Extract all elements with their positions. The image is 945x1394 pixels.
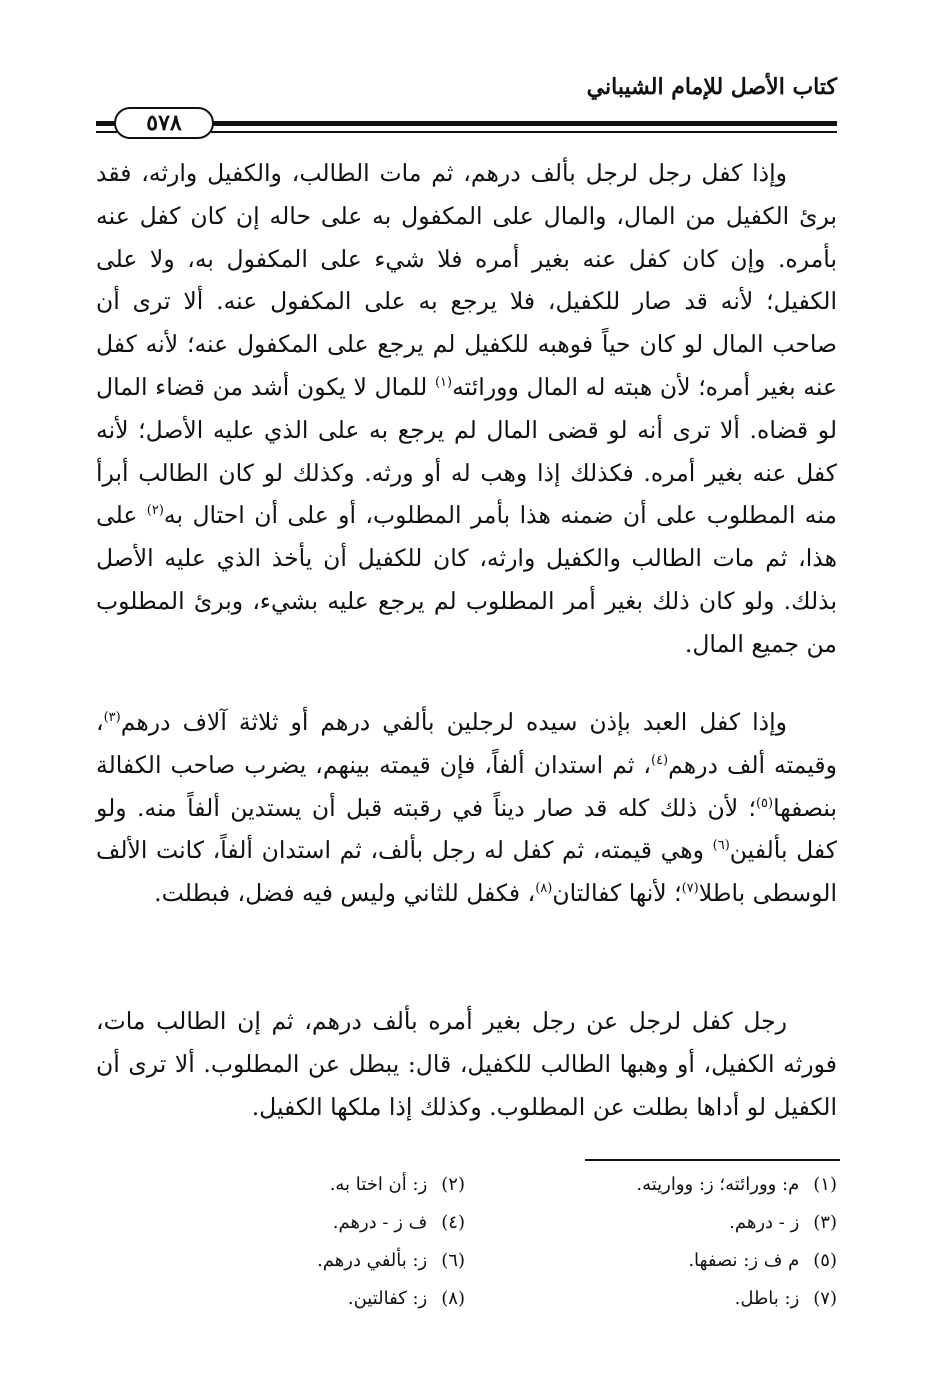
text-run: وهي قيمته، ثم كفل له رجل بألف، ثم استدان ألفاً، كانت الألف الوسطى باطلا: [96, 836, 837, 908]
footnote: [735, 1288, 837, 1309]
footnote-text: ز: كفالتين.: [347, 1288, 428, 1309]
footnote: [317, 1250, 465, 1271]
footnote-text: ز - درهم.: [729, 1212, 800, 1233]
text-run: للمال لا يكون أشد من قضاء المال لو قضاه. ألا ترى أنه لو قضى المال لم يرجع به على الذي عليه الأصل؛ لأنه كفل عنه بغير أمره. فكذلك إذا وهب له أو ورثه. وكذلك لو كان الطالب أبرأ منه المطلوب على أن ضمنه هذا بأمر المطلوب، أو على أن احتال به: [96, 372, 838, 530]
footnote-number: (٣): [813, 1212, 837, 1233]
footnote: [348, 1288, 465, 1309]
footnote-number: (٨): [441, 1288, 465, 1309]
footnote-reference: (٢): [146, 503, 164, 519]
footnote: [333, 1212, 465, 1233]
text-run: ، وقيمته ألف درهم: [96, 708, 837, 779]
text-run: وإذا كفل رجل لرجل بألف درهم، ثم مات الطالب، والكفيل وارثه، فقد برئ الكفيل من المال، والمال على المكفول به على حاله إن كان كفل عنه بأمره. وإن كان كفل عنه بغير أمره فلا شيء على المكفول به، ولا على الكفيل؛ لأنه قد صار للكفيل، فلا يرجع به على المكفول عنه. ألا ترى أن صاحب المال لو كان حياً فوهبه للكفيل لم يرجع على المكفول عنه؛ لأنه كفل عنه بغير أمره؛ لأن هبته له المال وورائته: [96, 159, 837, 401]
footnote-text: ز: باطل.: [734, 1288, 800, 1309]
footnote: [330, 1174, 465, 1195]
body-paragraph: [96, 152, 837, 666]
text-run: ، فكفل للثاني وليس فيه فضل، فبطلت.: [154, 879, 536, 908]
text-run: على هذا، ثم مات الطالب والكفيل وارثه، كان للكفيل أن يأخذ الذي عليه الأصل بذلك. ولو كان ذلك بغير أمر المطلوب لم يرجع عليه بشيء، وبرئ المطلوب من جميع المال.: [96, 501, 837, 658]
text-run: ، ثم استدان ألفاً، فإن قيمته بينهم، يضرب صاحب الكفالة بنصفها: [96, 750, 837, 822]
text-run: ؛ لأن ذلك كله قد صار ديناً في رقبته قبل أن يستدين ألفاً منه. ولو كفل بألفين: [96, 793, 837, 865]
footnote: [729, 1212, 837, 1233]
footnote-reference: (٤): [650, 752, 669, 768]
paragraph-text: [96, 701, 837, 915]
page-number: ٥٧٨: [114, 107, 214, 139]
body-paragraph: [96, 701, 837, 915]
footnote-number: (١): [813, 1174, 837, 1195]
footnote-number: (٤): [441, 1212, 465, 1233]
footnote-text: م: وورائته؛ ز: وواريته.: [636, 1174, 800, 1195]
paragraph-text: [96, 152, 837, 666]
footnote: [688, 1250, 837, 1271]
footnote-text: ز: بألفي درهم.: [317, 1250, 428, 1271]
text-run: رجل كفل لرجل عن رجل بغير أمره بألف درهم، ثم إن الطالب مات، فورثه الكفيل، أو وهبها الطالب للكفيل، قال: يبطل عن المطلوب. ألا ترى أن الكفيل لو أداها بطلت عن المطلوب. وكذلك إذا ملكها الكفيل.: [96, 1007, 837, 1121]
footnote-text: ف ز - درهم.: [332, 1212, 428, 1233]
footnote-number: (٥): [813, 1250, 837, 1271]
footnote-reference: (١): [434, 375, 453, 391]
footnote-reference: (٨): [535, 881, 553, 897]
paragraph-text: [96, 1000, 837, 1128]
footnote-number: (٦): [441, 1250, 465, 1271]
body-paragraph: [96, 1000, 837, 1128]
book-title: كتاب الأصل للإمام الشيباني: [586, 74, 837, 100]
footnote-text: ز: أن اختا به.: [329, 1174, 428, 1195]
text-run: وإذا كفل العبد بإذن سيده لرجلين بألفي درهم أو ثلاثة آلاف درهم: [120, 708, 787, 736]
footnote-reference: (٧): [681, 881, 699, 897]
footnote-reference: (٥): [755, 795, 774, 811]
footnote-reference: (٣): [103, 710, 121, 726]
footnote-reference: (٦): [712, 838, 730, 854]
footnote-separator: [585, 1159, 840, 1161]
footnote-number: (٢): [441, 1174, 465, 1195]
footnote-number: (٧): [813, 1288, 837, 1309]
footnote: [636, 1174, 837, 1195]
footnote-text: م ف ز: نصفها.: [688, 1250, 800, 1271]
text-run: ؛ لأنها كفالتان: [552, 879, 682, 908]
